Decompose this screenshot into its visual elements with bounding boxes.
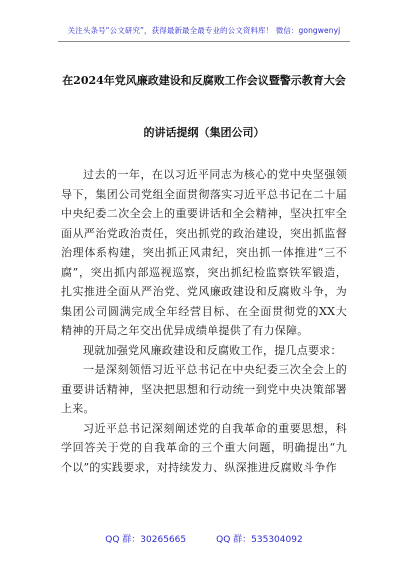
paragraph-summary: 过去的一年，在以习近平同志为核心的党中央坚强领导下，集团公司党组全面贯彻落实习近平总书记在二十届中央纪委二次全会上的重要讲话和全会精神，坚决扛牢全面从严治党政治责任，突出抓党的政治建设，突出抓监督治理体系构建，突出抓正风肃纪，突出抓一体推进“三不腐”，突出抓内部巡视巡察，突出抓纪检监察铁军锻造，扎实推进全面从严治党、党风廉政建设和反腐败斗争，为集团公司圆满完成全年经营目标、在全面贯彻党的XX大精神的开局之年交出优异成绩单提供了有力保障。 [61,168,347,337]
paragraph-self-revolution: 习近平总书记深刻阐述党的自我革命的重要思想，科学回答关于党的自我革命的三个重大问题，明确提出“九个以”的实践要求，对持续发力、纵深推进反腐败斗争作 [61,421,347,474]
document-title-line-1: 在2024年党风廉政建设和反腐败工作会议暨警示教育大会 [62,74,346,87]
footer-contact [0,532,408,545]
document-title-line-2: 的讲话提纲（集团公司） [143,126,265,139]
header-divider [58,41,350,42]
paragraph-point-one: 一是深刻领悟习近平总书记在中央纪委三次全会上的重要讲话精神，坚决把思想和行动统一到党中央决策部署上来。 [61,363,347,415]
paragraph-requirements-intro: 现就加强党风廉政建设和反腐败工作，提几点要求： [83,343,342,357]
header-banner: 关注头条号“公文研究”，获得最新最全最专业的公文资料库！ 微信：gongwenyj [67,26,341,35]
footer-qq-group-1: QQ 群：30265665 [105,535,187,545]
footer-qq-group-2: QQ 群：535304092 [216,535,303,545]
document-body [61,165,347,477]
